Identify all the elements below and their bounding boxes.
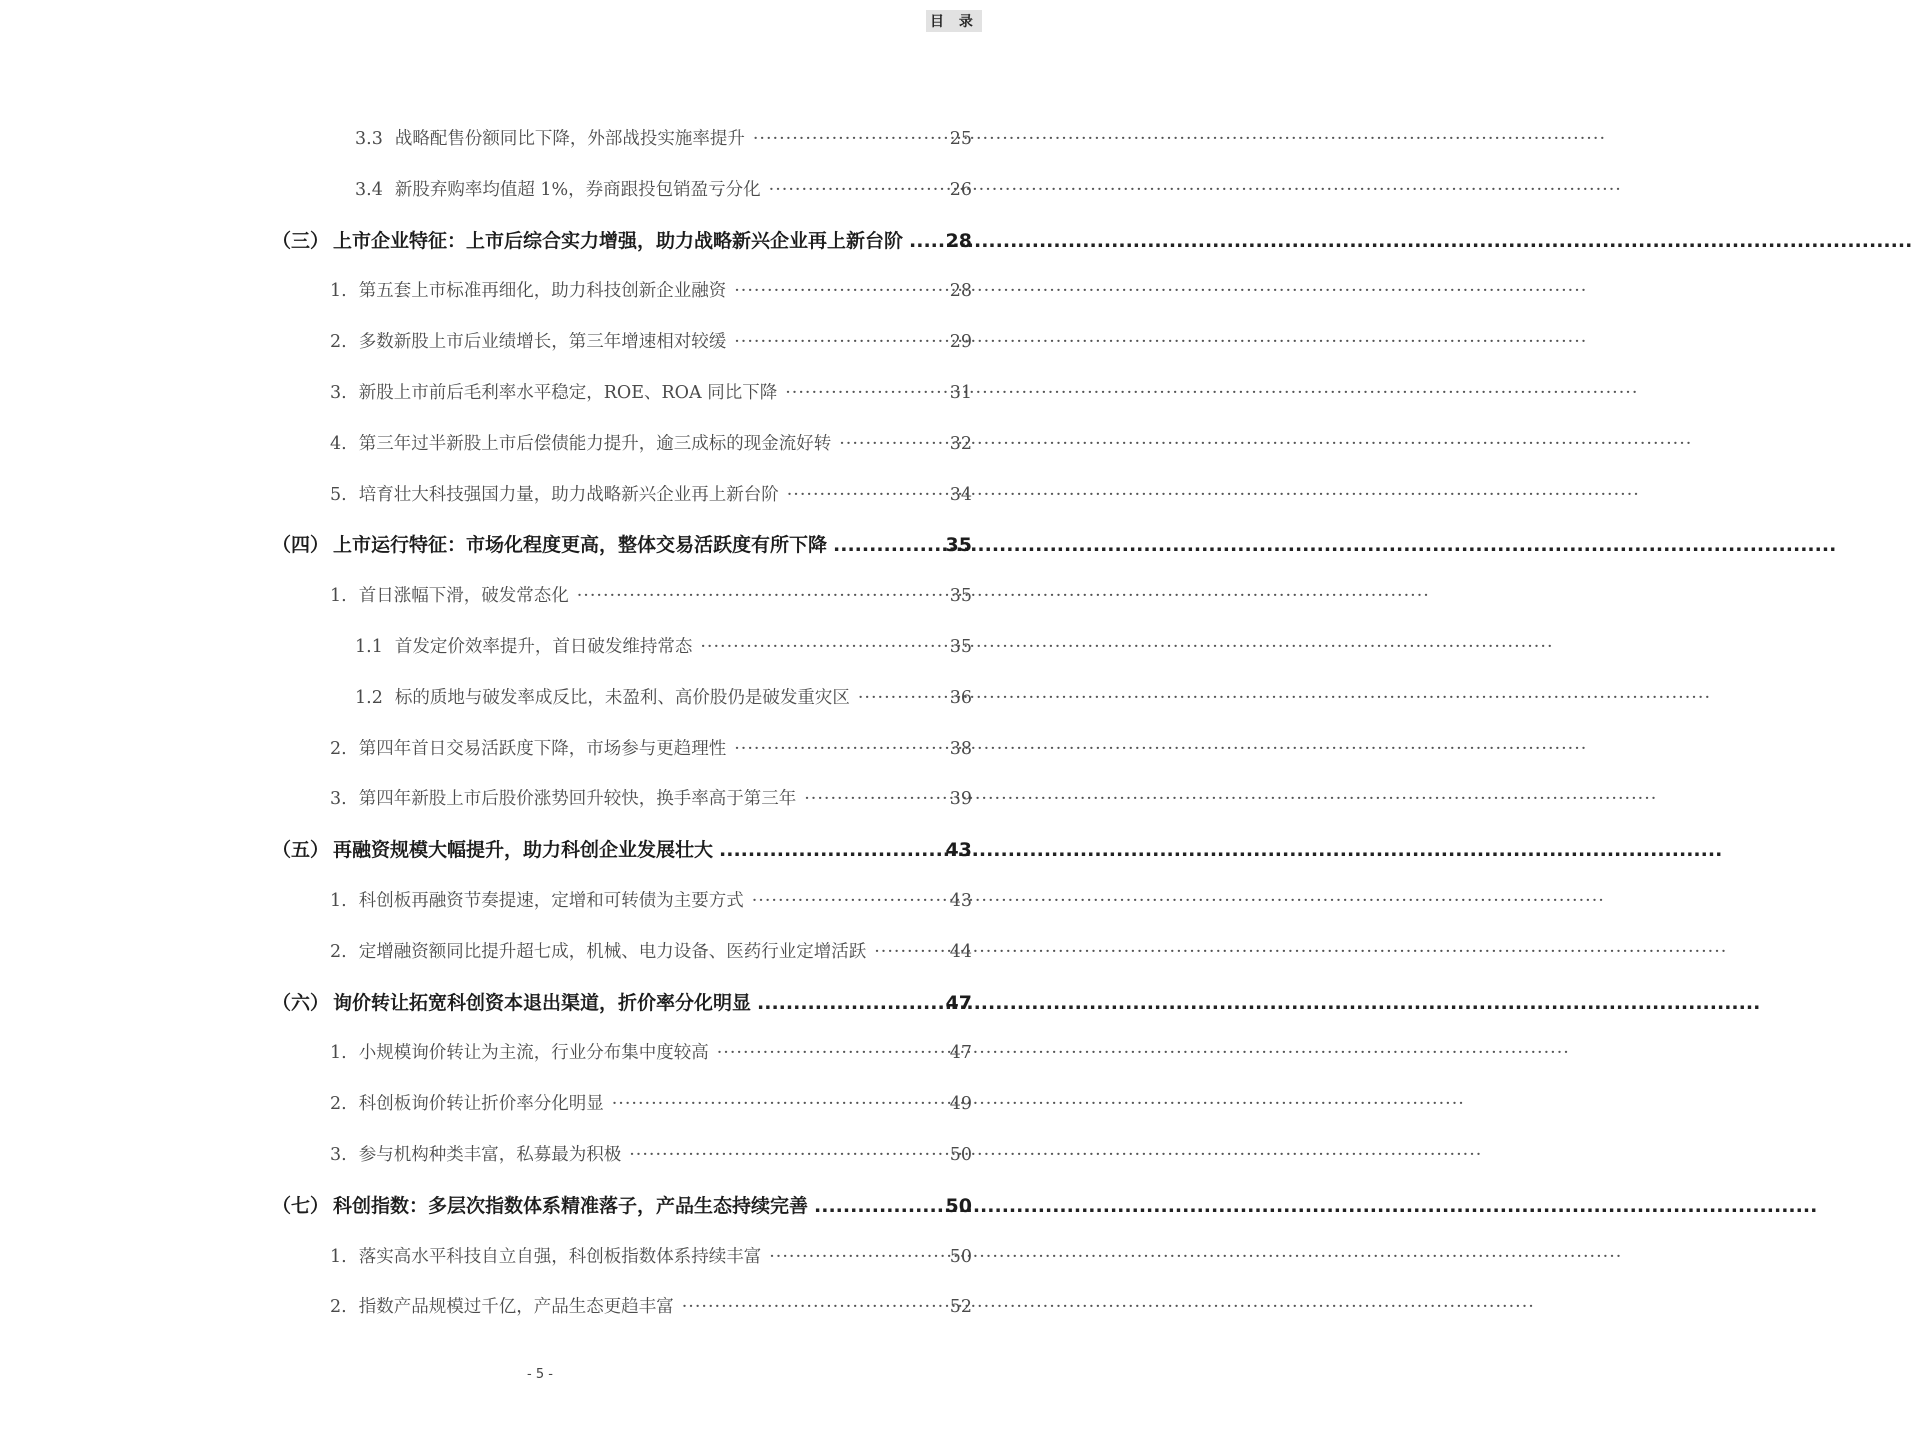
toc-entry-page-number: 26 xyxy=(949,180,972,200)
toc-dot-leader xyxy=(682,1292,946,1322)
toc-entry-page-number: 50 xyxy=(949,1145,972,1165)
toc-entry-page-number: 44 xyxy=(949,942,972,962)
toc-entry-title: 科创板再融资节奏提速，定增和可转债为主要方式 xyxy=(358,891,744,911)
toc-entry-number: 2. xyxy=(330,1094,347,1114)
toc-entry[interactable] xyxy=(355,632,972,662)
toc-section-entry[interactable] xyxy=(272,530,972,560)
page-number: - 5 - xyxy=(527,1367,553,1382)
toc-entry-number: 1. xyxy=(330,891,347,911)
toc-entry-number: 3. xyxy=(330,1145,347,1165)
toc-entry-number: 3.4 xyxy=(355,180,383,200)
toc-dot-leader xyxy=(734,734,946,764)
toc-entry-page-number: 47 xyxy=(949,1043,972,1063)
toc-entry-number: 1.1 xyxy=(355,637,383,657)
toc-entry-title: 战略配售份额同比下降，外部战投实施率提升 xyxy=(394,129,745,149)
toc-entry-title: 落实高水平科技自立自强，科创板指数体系持续丰富 xyxy=(358,1247,762,1267)
toc-entry[interactable] xyxy=(330,937,972,967)
toc-entry-page-number: 49 xyxy=(949,1094,972,1114)
toc-entry[interactable] xyxy=(330,886,972,916)
toc-entry-title: 首日涨幅下滑，破发常态化 xyxy=(358,586,569,606)
toc-entry-title: 多数新股上市后业绩增长，第三年增速相对较缓 xyxy=(358,332,727,352)
toc-entry-number: 1. xyxy=(330,586,347,606)
toc-entry-page-number: 35 xyxy=(945,534,972,556)
toc-dot-leader xyxy=(769,175,946,205)
toc-entry-title: 询价转让拓宽科创资本退出渠道，折价率分化明显 xyxy=(333,992,752,1014)
toc-entry-title: 新股上市前后毛利率水平稳定，ROE、ROA 同比下降 xyxy=(358,383,778,403)
toc-entry-page-number: 36 xyxy=(949,688,972,708)
toc-entry[interactable] xyxy=(330,429,972,459)
toc-entry-title: 科创指数：多层次指数体系精准落子，产品生态持续完善 xyxy=(333,1195,809,1217)
toc-entry[interactable] xyxy=(355,175,972,205)
toc-dot-leader xyxy=(629,1140,946,1170)
toc-entry-number: （六） xyxy=(272,992,330,1014)
toc-entry-title: 小规模询价转让为主流，行业分布集中度较高 xyxy=(358,1043,709,1063)
toc-entry-page-number: 34 xyxy=(949,485,972,505)
toc-dot-leader xyxy=(769,1242,946,1272)
toc-entry-title: 指数产品规模过千亿，产品生态更趋丰富 xyxy=(358,1297,674,1317)
toc-entry[interactable] xyxy=(330,1242,972,1272)
toc-entry-number: 1. xyxy=(330,281,347,301)
toc-entry-title: 新股弃购率均值超 1%，券商跟投包销盈亏分化 xyxy=(394,180,761,200)
toc-entry-page-number: 25 xyxy=(949,129,972,149)
toc-dot-leader xyxy=(700,632,945,662)
toc-dot-leader xyxy=(785,378,945,408)
toc-entry-page-number: 31 xyxy=(949,383,972,403)
toc-entry-number: 3.3 xyxy=(355,129,383,149)
toc-entry[interactable] xyxy=(330,327,972,357)
toc-entry-page-number: 52 xyxy=(949,1297,972,1317)
toc-entry-number: 1. xyxy=(330,1247,347,1267)
toc-entry-title: 上市企业特征：上市后综合实力增强，助力战略新兴企业再上新台阶 xyxy=(333,230,904,252)
toc-entry[interactable] xyxy=(330,1089,972,1119)
toc-entry-title: 科创板询价转让折价率分化明显 xyxy=(358,1094,604,1114)
toc-dot-leader xyxy=(577,581,946,611)
toc-entry-page-number: 29 xyxy=(949,332,972,352)
toc-entry-number: 1. xyxy=(330,1043,347,1063)
toc-entry-number: 1.2 xyxy=(355,688,383,708)
toc-section-entry[interactable] xyxy=(272,226,972,256)
toc-entry-title: 第四年首日交易活跃度下降，市场参与更趋理性 xyxy=(358,739,727,759)
toc-entry-page-number: 32 xyxy=(949,434,972,454)
toc-entry[interactable] xyxy=(330,784,972,814)
toc-entry-page-number: 38 xyxy=(949,739,972,759)
toc-entry[interactable] xyxy=(330,378,972,408)
toc-entry-title: 定增融资额同比提升超七成，机械、电力设备、医药行业定增活跃 xyxy=(358,942,867,962)
toc-dot-leader xyxy=(909,226,942,256)
header-section-title: 目 录 xyxy=(926,10,982,32)
toc-dot-leader xyxy=(753,124,946,154)
toc-dot-leader xyxy=(717,1038,946,1068)
toc-dot-leader xyxy=(804,784,946,814)
toc-entry-page-number: 43 xyxy=(945,839,972,861)
toc-entry[interactable] xyxy=(330,480,972,510)
toc-entry-title: 培育壮大科技强国力量，助力战略新兴企业再上新台阶 xyxy=(358,485,779,505)
toc-entry-number: 2. xyxy=(330,739,347,759)
toc-entry-page-number: 47 xyxy=(945,992,972,1014)
toc-entry-title: 上市运行特征：市场化程度更高，整体交易活跃度有所下降 xyxy=(333,534,828,556)
toc-section-entry[interactable] xyxy=(272,988,972,1018)
toc-entry[interactable] xyxy=(330,734,972,764)
toc-entry-title: 第三年过半新股上市后偿债能力提升，逾三成标的现金流好转 xyxy=(358,434,832,454)
toc-entry-number: 2. xyxy=(330,1297,347,1317)
toc-entry-title: 标的质地与破发率成反比，未盈利、高价股仍是破发重灾区 xyxy=(394,688,850,708)
toc-entry-number: 5. xyxy=(330,485,347,505)
toc-entry-number: 3. xyxy=(330,789,347,809)
toc-entry-title: 首发定价效率提升，首日破发维持常态 xyxy=(394,637,693,657)
toc-entry[interactable] xyxy=(355,124,972,154)
toc-entry-page-number: 35 xyxy=(949,637,972,657)
toc-entry-title: 第四年新股上市后股价涨势回升较快，换手率高于第三年 xyxy=(358,789,797,809)
toc-dot-leader xyxy=(752,886,946,916)
toc-entry[interactable] xyxy=(330,1292,972,1322)
toc-dot-leader xyxy=(814,1191,942,1221)
toc-entry-number: 2. xyxy=(330,332,347,352)
toc-entry-number: （三） xyxy=(272,230,330,252)
toc-entry-page-number: 39 xyxy=(949,789,972,809)
toc-entry-page-number: 35 xyxy=(949,586,972,606)
toc-entry-number: 4. xyxy=(330,434,347,454)
toc-entry-number: （七） xyxy=(272,1195,330,1217)
toc-dot-leader xyxy=(612,1089,946,1119)
toc-dot-leader xyxy=(833,530,942,560)
toc-dot-leader xyxy=(787,480,946,510)
toc-entry-title: 第五套上市标准再细化，助力科技创新企业融资 xyxy=(358,281,727,301)
toc-entry-number: 3. xyxy=(330,383,347,403)
toc-entry-number: （四） xyxy=(272,534,330,556)
toc-entry[interactable] xyxy=(330,276,972,306)
toc-section-entry[interactable] xyxy=(272,835,972,865)
toc-dot-leader xyxy=(719,835,942,865)
toc-entry[interactable] xyxy=(355,683,972,713)
toc-entry-page-number: 28 xyxy=(949,281,972,301)
toc-entry-number: （五） xyxy=(272,839,330,861)
toc-entry-title: 参与机构种类丰富，私募最为积极 xyxy=(358,1145,622,1165)
toc-entry-page-number: 50 xyxy=(945,1195,972,1217)
toc-entry[interactable] xyxy=(330,581,972,611)
toc-dot-leader xyxy=(839,429,946,459)
toc-section-entry[interactable] xyxy=(272,1191,972,1221)
toc-entry-page-number: 28 xyxy=(945,230,972,252)
toc-entry[interactable] xyxy=(330,1140,972,1170)
toc-entry-title: 再融资规模大幅提升，助力科创企业发展壮大 xyxy=(333,839,714,861)
toc-dot-leader xyxy=(734,327,946,357)
toc-dot-leader xyxy=(874,937,946,967)
toc-dot-leader xyxy=(757,988,942,1018)
toc-entry[interactable] xyxy=(330,1038,972,1068)
toc-dot-leader xyxy=(734,276,946,306)
toc-dot-leader xyxy=(858,683,946,713)
toc-entry-number: 2. xyxy=(330,942,347,962)
toc-entry-page-number: 50 xyxy=(949,1247,972,1267)
toc-entry-page-number: 43 xyxy=(949,891,972,911)
